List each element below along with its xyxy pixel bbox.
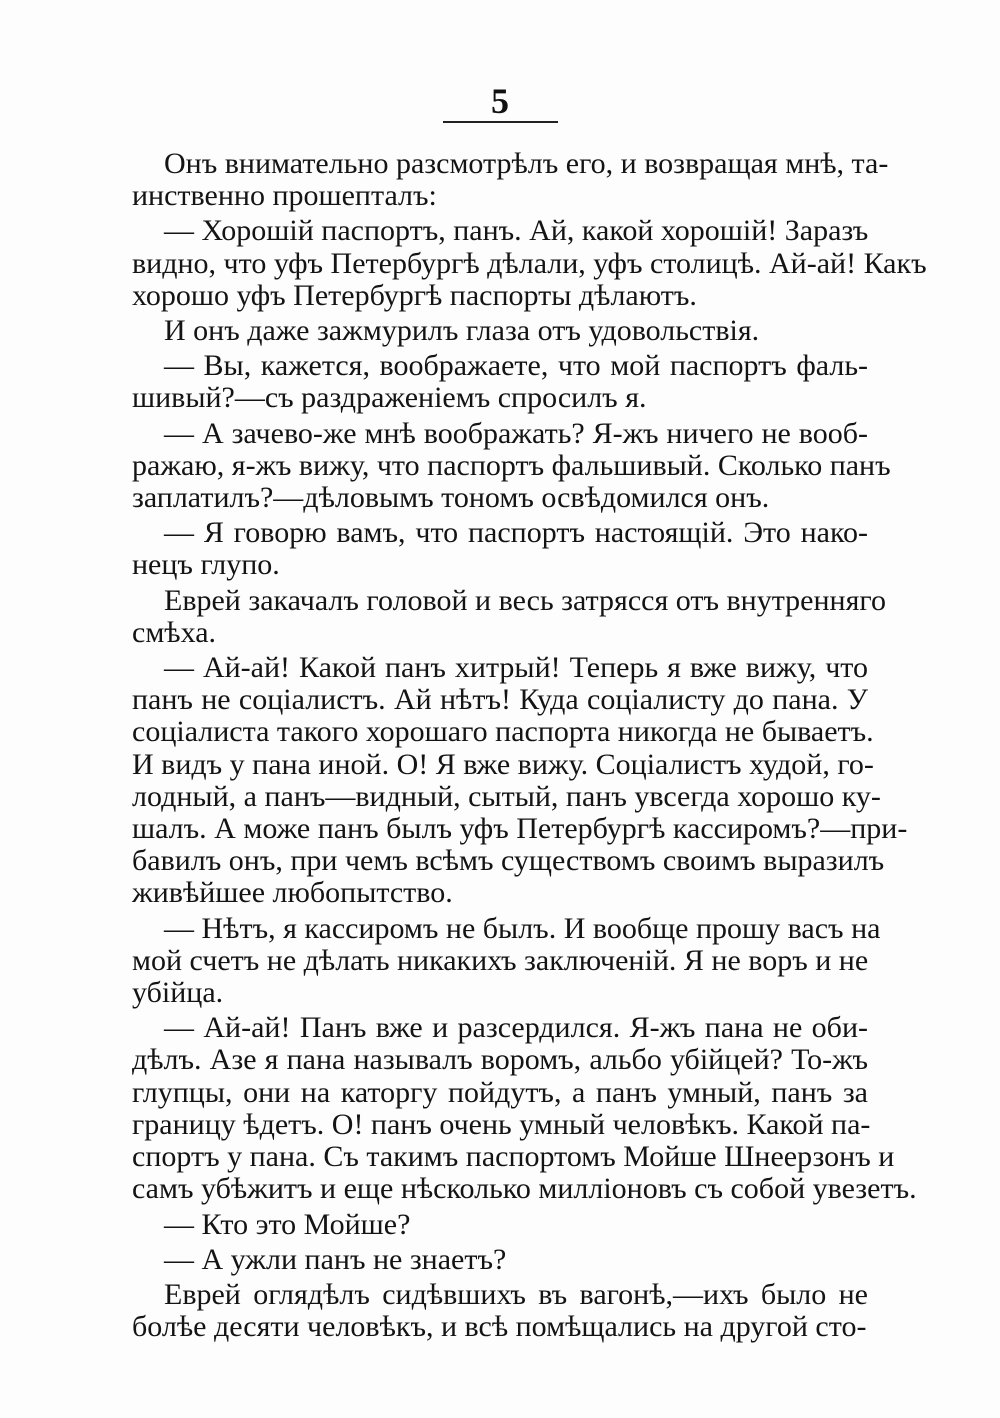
text-line: инственно прошепталъ: [132,179,437,213]
text-line: заплатилъ?—дѣловымъ тономъ освѣдомился онъ. [132,481,770,515]
text-line: — А зачево-же мнѣ воображать? Я-жъ ничего не вооб- [164,416,868,450]
text-line: шивый?—съ раздраженіемъ спросилъ я. [132,381,647,415]
text-line: — Ай-ай! Панъ вже и разсердился. Я-жъ пана не оби- [164,1011,868,1045]
text-line: спортъ у пана. Съ такимъ паспортомъ Мойше Шнеерзонъ и [132,1140,895,1174]
text-line: Онъ внимательно разсмотрѣлъ его, и возвращая мнѣ, та- [164,147,889,180]
text-line: шалъ. А може панъ былъ уфъ Петербургѣ кассиромъ?—при- [132,812,908,846]
paragraph [132,583,886,649]
text-line: И онъ даже зажмурилъ глаза отъ удовольствія. [164,314,760,348]
paragraph [132,651,908,910]
text-line: — А ужли панъ не знаетъ? [164,1242,507,1276]
text-line: хорошо уфъ Петербургѣ паспорты дѣлаютъ. [132,278,697,312]
paragraph [132,315,868,347]
body-text [132,147,927,1346]
text-line: соціалиста такого хорошаго паспорта никогда не бываетъ. [132,715,874,749]
paragraph [132,1011,917,1206]
text-line: панъ не соціалистъ. Ай нѣтъ! Куда соціалисту до пана. У [132,683,868,717]
text-line: Еврей закачалъ головой и весь затрясся отъ внутренняго [164,583,886,617]
text-line: смѣха. [132,615,217,649]
text-line: — Кто это Мойше? [164,1207,411,1241]
text-line: — Вы, кажется, воображаете, что мой паспортъ фаль- [164,349,868,383]
text-line: живѣйшее любопытство. [132,876,453,910]
text-line: — Ай-ай! Какой панъ хитрый! Теперь я вже вижу, что [164,651,868,685]
paragraph [132,147,889,213]
text-line: самъ убѣжитъ и еще нѣсколько милліоновъ съ собой увезетъ. [132,1172,917,1206]
text-line: границу ѣдетъ. О! панъ очень умный человѣкъ. Какой па- [132,1107,871,1141]
paragraph [132,1209,868,1241]
text-line: видно, что уфъ Петербургѣ дѣлали, уфъ столицѣ. Ай-ай! Какъ [132,246,927,280]
paragraph [132,517,868,581]
paragraph [132,350,868,414]
text-line: — Я говорю вамъ, что паспортъ настоящій. Это нако- [164,516,868,550]
page-number: 5 [491,81,509,121]
header-rule [443,121,558,123]
paragraph [132,911,881,1010]
text-line: мой счетъ не дѣлать никакихъ заключеній. Я не воръ и не [132,943,869,977]
text-line: бавилъ онъ, при чемъ всѣмъ существомъ своимъ выразилъ [132,844,885,878]
paragraph [132,1244,868,1276]
text-line: глупцы, они на каторгу пойдутъ, а панъ умный, панъ за [132,1075,868,1109]
text-line: И видъ у пана иной. О! Я вже вижу. Соціалистъ худой, го- [132,747,874,781]
text-line: лодный, а панъ—видный, сытый, панъ увсегда хорошо ку- [132,779,881,813]
text-line: дѣлъ. Азе я пана называлъ воромъ, альбо убійцей? То-жъ [132,1043,868,1077]
text-line: нецъ глупо. [132,548,280,582]
text-line: ражаю, я-жъ вижу, что паспортъ фальшивый. Сколько панъ [132,448,891,482]
text-line: Еврей оглядѣлъ сидѣвшихъ въ вагонѣ,—ихъ было не [164,1277,868,1311]
paragraph [132,214,927,312]
text-line: — Хорошій паспортъ, панъ. Ай, какой хорошій! Заразъ [164,214,869,248]
text-line: — Нѣтъ, я кассиромъ не былъ. И вообще прошу васъ на [164,911,881,945]
paragraph [132,416,891,515]
text-line: убійца. [132,976,224,1010]
text-line: болѣе десяти человѣкъ, и всѣ помѣщались на другой сто- [132,1310,867,1344]
paragraph [132,1279,868,1343]
